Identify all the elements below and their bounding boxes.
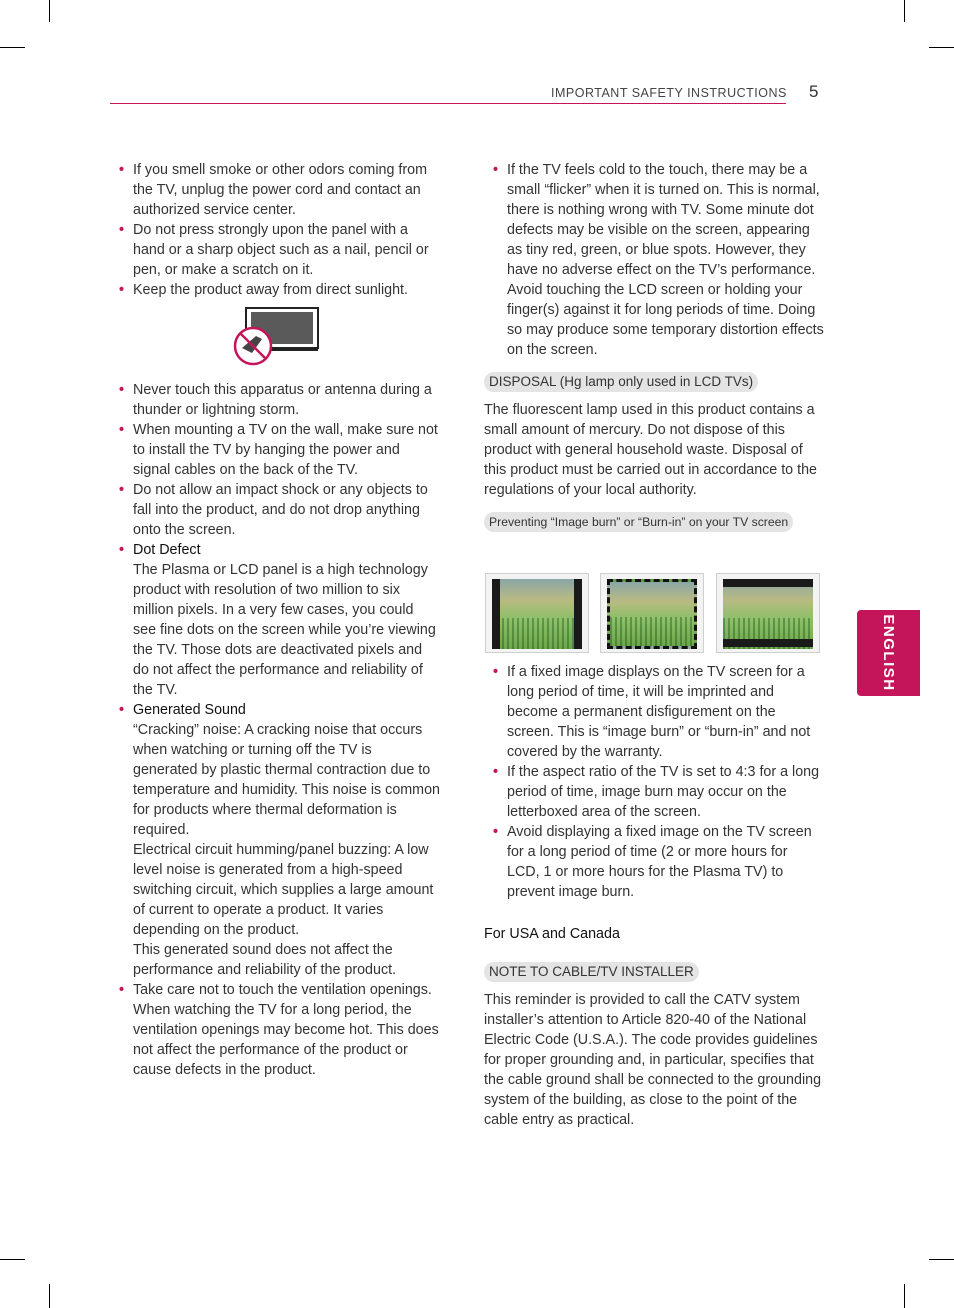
list-item: • Avoid displaying a fixed image on the TV screen for a long period of time (2 or more hours for LCD, 1 or more hours for the Plasma TV) to prevent image burn. [484, 822, 824, 902]
dot-defect-text: The Plasma or LCD panel is a high technology product with resolution of two million to six million pixels. In a very few cases, you could see fine dots on the screen while you’re viewing the TV. Those dots are deactivated pixels and do not affect the performance and reliability of the TV. [133, 562, 436, 698]
generated-sound-title: • Generated Sound [133, 702, 246, 718]
crop-mark [49, 0, 50, 22]
generated-sound-text: Electrical circuit humming/panel buzzing: A low level noise is generated from a high-speed switching circuit, which supplies a large amount of current to operate a product. It varies depending on the product. [133, 842, 434, 938]
generated-sound-text: “Cracking” noise: A cracking noise that occurs when watching or turning off the TV is generated by plastic thermal contraction due to temperature and humidity. This noise is common for products where thermal deformation is required. [133, 722, 440, 838]
burn-in-image [600, 573, 704, 653]
crop-mark [929, 1259, 954, 1260]
burn-in-image [485, 573, 589, 653]
list-item [110, 540, 440, 700]
crop-mark [49, 1284, 50, 1308]
bullet-list [110, 380, 440, 1080]
list-item: • When mounting a TV on the wall, make sure not to install the TV by hanging the power and signal cables on the back of the TV. [110, 420, 440, 480]
bullet-list [484, 160, 824, 360]
list-item: • If you smell smoke or other odors coming from the TV, unplug the power cord and contact an authorized service center. [110, 160, 440, 220]
page-number: 5 [809, 82, 819, 101]
list-item: • If a fixed image displays on the TV screen for a long period of time, it will be imprinted and become a permanent disfigurement on the screen. This is “image burn” or “burn-in” and not covered by the warranty. [484, 662, 824, 762]
list-item: • Keep the product away from direct sunlight. [110, 280, 440, 300]
generated-sound-text: This generated sound does not affect the performance and reliability of the product. [133, 942, 397, 978]
burn-in-image [716, 573, 820, 653]
crop-mark [0, 47, 25, 48]
list-item: • Never touch this apparatus or antenna during a thunder or lightning storm. [110, 380, 440, 420]
bullet-list [110, 160, 440, 300]
crop-mark [904, 0, 905, 22]
installer-text: This reminder is provided to call the CATV system installer’s attention to Article 820-40 of the National Electric Code (U.S.A.). The code provides guidelines for proper grounding and, in particular, specifies that the cable ground shall be connected to the grounding system of the building, as close to the point of the cable entry as practical. [484, 992, 822, 1128]
list-item: • If the TV feels cold to the touch, there may be a small “flicker” when it is turned on. This is normal, there is nothing wrong with TV. Some minute dot defects may be visible on the screen, appearing as tiny red, green, or blue spots. However, they have no adverse effect on the TV’s performance. Avoid touching the LCD screen or holding your finger(s) against it for long periods of time. Doing so may produce some temporary distortion effects on the screen. [484, 160, 824, 360]
installer-heading: NOTE TO CABLE/TV INSTALLER [484, 962, 699, 982]
burn-in-heading: Preventing “Image burn” or “Burn-in” on your TV screen [484, 512, 793, 532]
disposal-heading: DISPOSAL (Hg lamp only used in LCD TVs) [484, 372, 758, 392]
right-column [484, 160, 824, 532]
language-tab-label: ENGLISH [880, 614, 897, 692]
left-column [110, 160, 440, 1080]
crop-mark [929, 47, 954, 48]
crop-mark [0, 1259, 25, 1260]
no-sunlight-icon [110, 300, 440, 380]
list-item: • Take care not to touch the ventilation openings. When watching the TV for a long period, the ventilation openings may become hot. This does not affect the performance of the product or cause defects in the product. [110, 980, 440, 1080]
usa-title: For USA and Canada [484, 926, 620, 942]
list-item: • If the aspect ratio of the TV is set to 4:3 for a long period of time, image burn may occur on the letterboxed area of the screen. [484, 762, 824, 822]
right-column-lower [484, 662, 824, 1130]
list-item [110, 700, 440, 980]
list-item: • Do not press strongly upon the panel with a hand or a sharp object such as a nail, pencil or pen, or make a scratch on it. [110, 220, 440, 280]
bullet-list [484, 662, 824, 902]
header-rule [110, 103, 786, 104]
disposal-text: The fluorescent lamp used in this product contains a small amount of mercury. Do not dispose of this product with general household waste. Disposal of this product must be carried out in accordance to the regulations of your local authority. [484, 402, 817, 498]
language-tab [857, 610, 920, 696]
dot-defect-title: • Dot Defect [133, 542, 201, 558]
list-item: • Do not allow an impact shock or any objects to fall into the product, and do not drop anything onto the screen. [110, 480, 440, 540]
crop-mark [904, 1284, 905, 1308]
section-title: IMPORTANT SAFETY INSTRUCTIONS [551, 86, 787, 100]
